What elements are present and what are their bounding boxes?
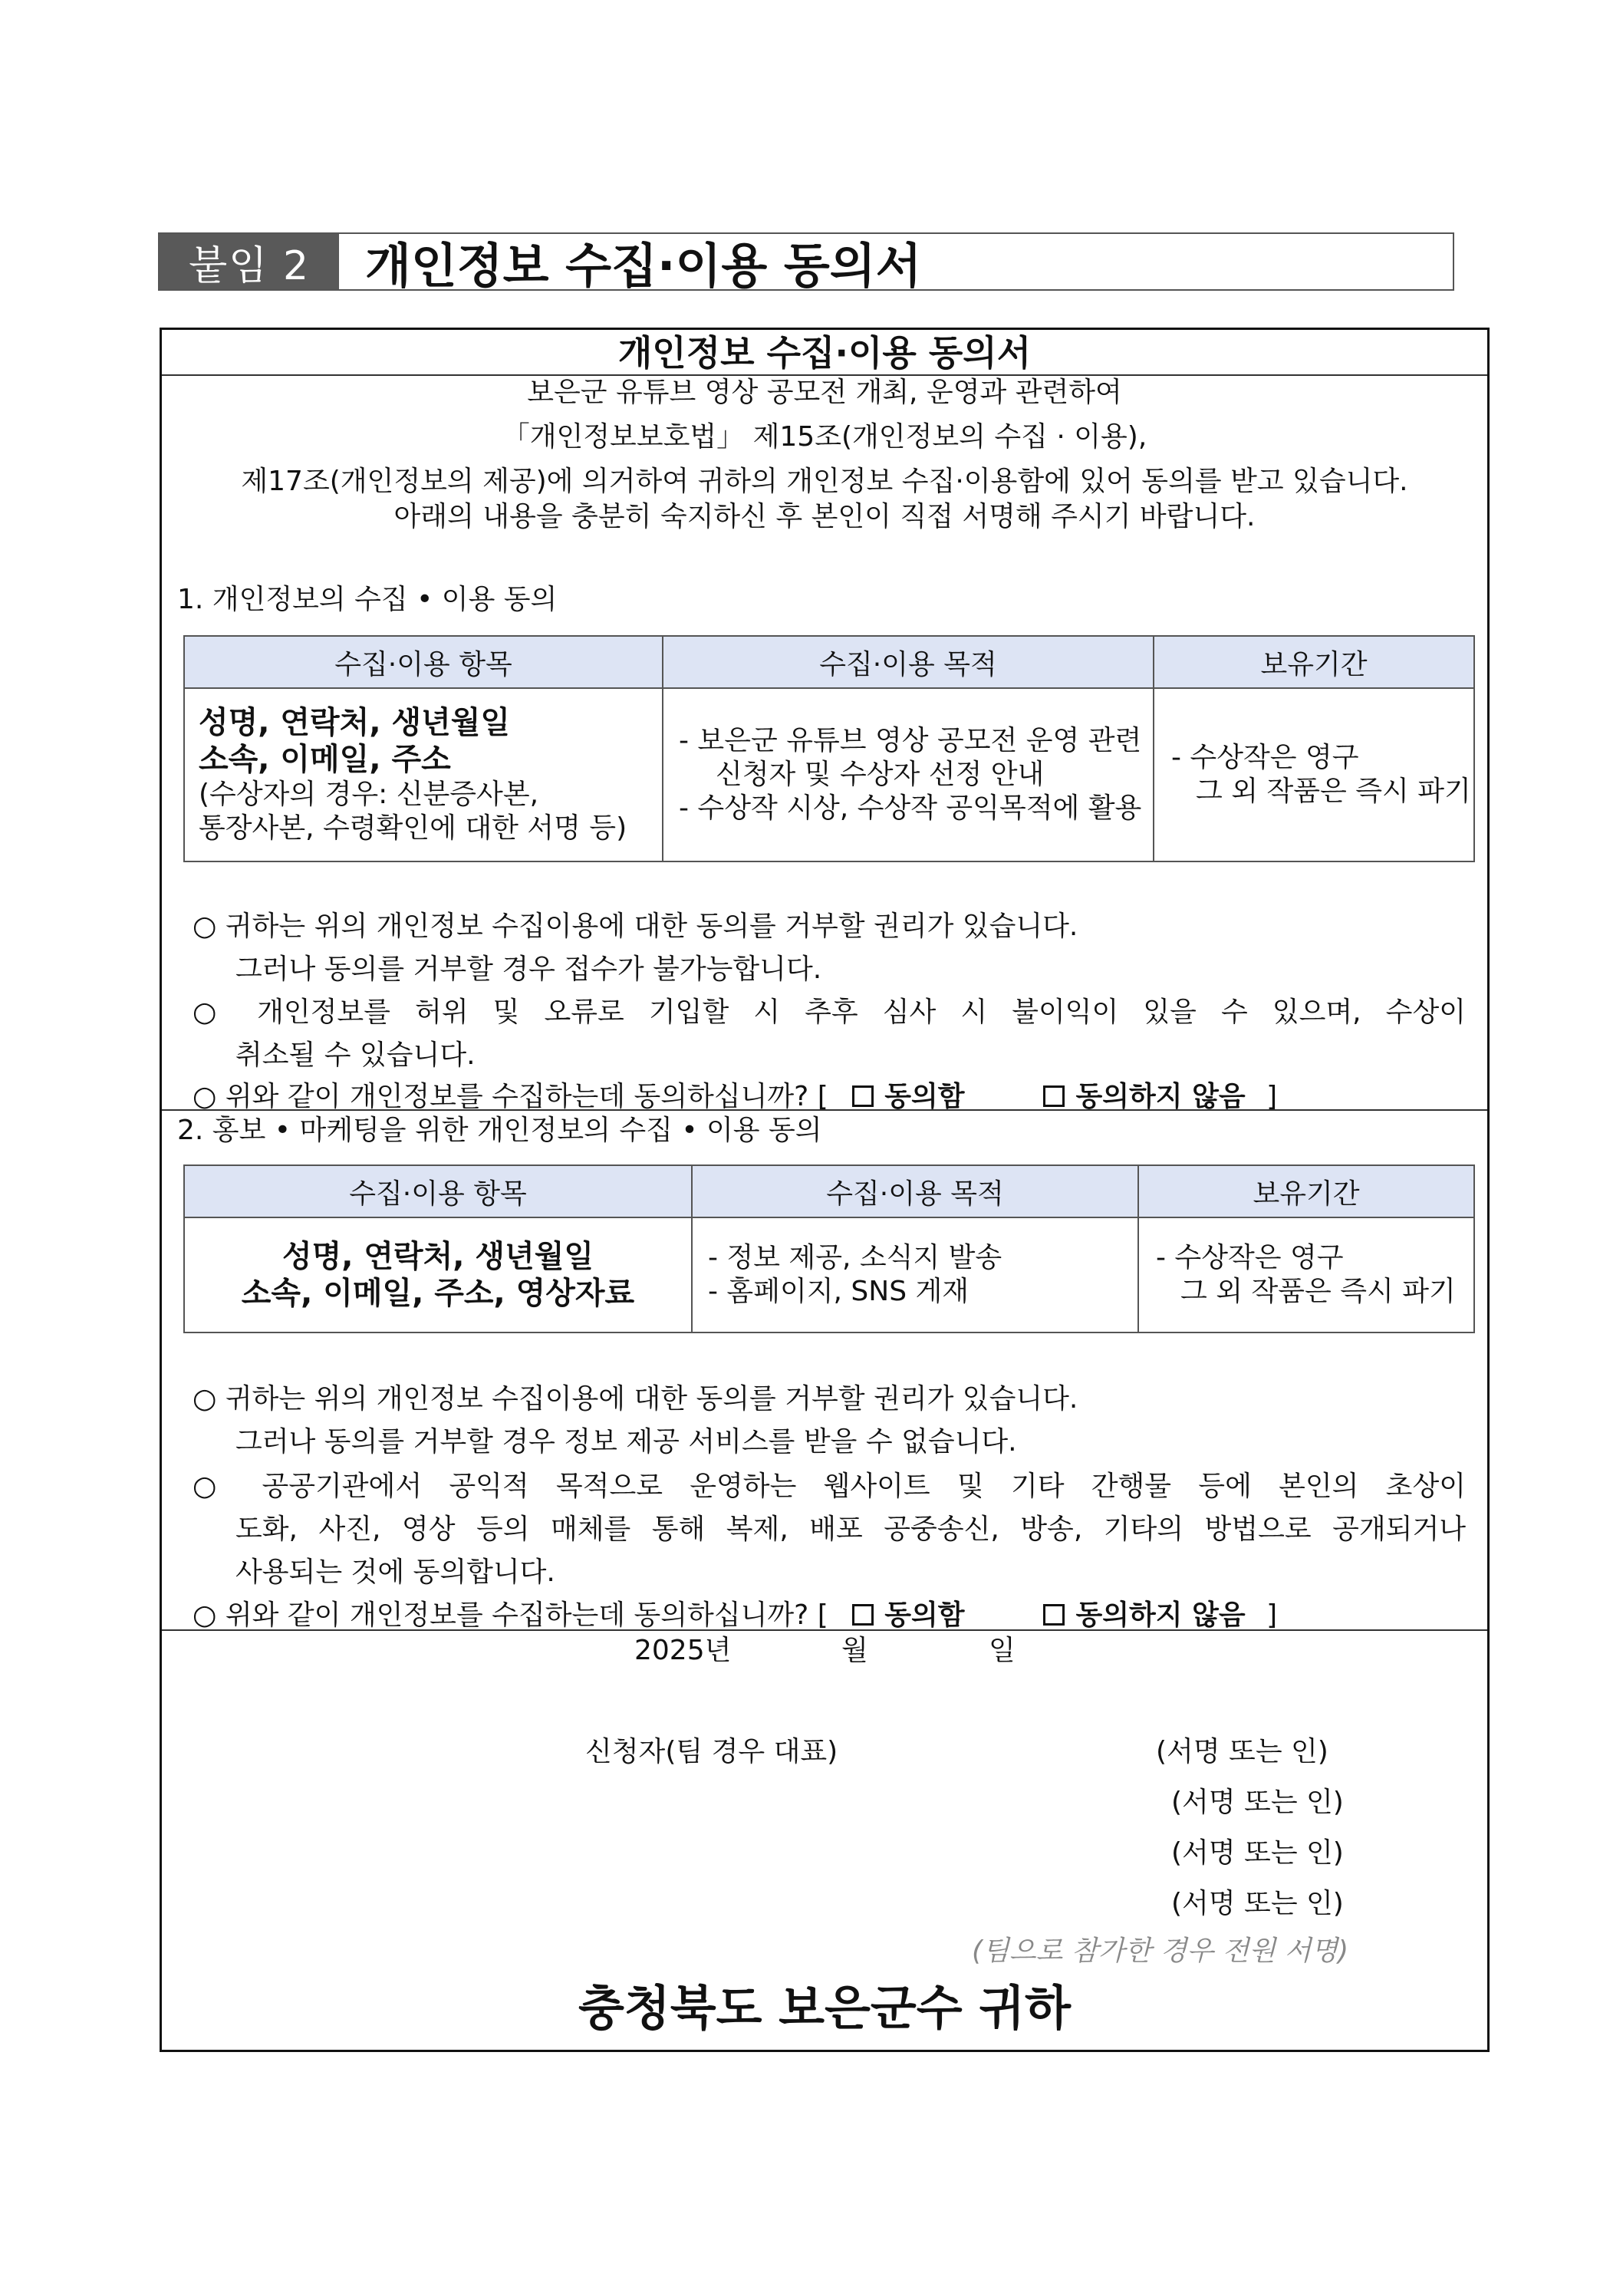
retention-cell: - 수상작은 영구 그 외 작품은 즉시 파기 (1154, 688, 1474, 861)
items-cell: 성명, 연락처, 생년월일 소속, 이메일, 주소 (수상자의 경우: 신분증사본, 통장사본, 수령확인에 대한 서명 등) (184, 688, 663, 861)
table-header-row (184, 636, 1474, 688)
items-cell: 성명, 연락처, 생년월일 소속, 이메일, 주소, 영상자료 (184, 1217, 692, 1332)
agree-label: 동의함 (884, 1081, 965, 1112)
table-header-row (184, 1165, 1474, 1217)
attachment-label: 붙임 2 (160, 234, 339, 289)
table-row (184, 688, 1474, 861)
section1-table (183, 635, 1475, 862)
retention-cell: - 수상작은 영구 그 외 작품은 즉시 파기 (1138, 1217, 1474, 1332)
section2-heading: 2. 홍보 • 마케팅을 위한 개인정보의 수집 • 이용 동의 (177, 1115, 822, 1146)
disagree-label: 동의하지 않음 (1075, 1081, 1246, 1112)
col-items: 수집·이용 항목 (184, 636, 663, 688)
date-year: 2025년 (634, 1635, 732, 1666)
signature-line[interactable]: (서명 또는 인) (1171, 1837, 1344, 1869)
date-month: 월 (841, 1635, 868, 1666)
attachment-banner (158, 232, 1454, 294)
applicant-label: 신청자(팀 경우 대표) (585, 1736, 838, 1767)
signature-line[interactable]: (서명 또는 인) (1171, 1787, 1344, 1818)
consent-form: 개인정보 수집·이용 동의서 보은군 유튜브 영상 공모전 개최, 운영과 관련하여 「개인정보보호법」 제15조(개인정보의 수집 · 이용), 제17조(개인정보의 제공)에 의거하여 귀하의 개인정보 수집·이용함에 있어 동의를 받고 있습니다. 아래의 내용을 충분히 숙지하신 후 본인이 직접 서명해 주시기 바랍니다. 1. 개인정보의 수집 • 이용 동의 수집·이용 항목 수집·이용 목적 보유기간 성명, 연락처, 생년월일 소속, 이메일, 주소 (수상자의 경우: 신분증사본, 통장사본, 수령확인에 대한 서명 등) - 보은군 유튜브 영상 공모전 운영 관련 신청자 및 수상자 선정 안내 - 수상작 시상, 수상작 공익목적에 활용 - 수상작은 영구 그 외 작품은 즉시 파기 ○ 귀하는 위의 개인정보 수집이용에 대한 동의를 거부할 권리가 있습니다. 그러나 동의를 거부할 경우 접수가 불가능합니다. ○ 개인정보를 허위 및 오류로 기입할 시 추후 심사 시 불이익이 있을 수 있으며, 수상이 취소될 수 있습니다. ○ 위와 같이 개인정보를 수집하는데 동의하십니까? [ 동의함 동의하지 않음 ] 2. 홍보 • 마케팅을 위한 개인정보의 수집 • 이용 동의 수집·이용 항목 수집·이용 목적 보유기간 성명, 연락처, 생년월일 소속, 이메일, 주소, 영상자료 - 정보 제공, 소식지 발송 - 홈페이지, SNS 게재 - 수상작은 영구 그 외 작품은 즉시 파기 ○ 귀하는 위의 개인정보 수집이용에 대한 동의를 거부할 권리가 있습니다. 그러나 동의를 거부할 경우 정보 제공 서비스를 받을 수 없습니다. ○ 공공기관에서 공익적 목적으로 운영하는 웹사이트 및 기타 간행물 등에 본인의 초상이 도화, 사진, 영상 등의 매체를 통해 복제, 배포 공중송신, 방송, 기타의 방법으로 공개되거나 사용되는 것에 동의합니다. ○ 위와 같이 개인정보를 수집하는데 동의하십니까? [ 동의함 동의하지 않음 ] 2025년 월 일 신청자(팀 경우 대표) (서명 또는 인) (서명 또는 인) (서명 또는 인) (서명 또는 인) (팀으로 참가한 경우 전원 서명) 충청북도 보은군수 귀하 (160, 328, 1490, 2052)
section2-table (183, 1164, 1475, 1333)
section-divider (162, 1109, 1487, 1111)
disagree-checkbox[interactable] (1043, 1604, 1065, 1626)
disagree-checkbox[interactable] (1043, 1085, 1065, 1107)
col-retention: 보유기간 (1138, 1165, 1474, 1217)
agree-checkbox[interactable] (852, 1085, 874, 1107)
col-purpose: 수집·이용 목적 (663, 636, 1154, 688)
banner-title: 개인정보 수집·이용 동의서 (365, 237, 922, 294)
disagree-label: 동의하지 않음 (1075, 1599, 1246, 1631)
form-title: 개인정보 수집·이용 동의서 (617, 332, 1032, 374)
col-purpose: 수집·이용 목적 (692, 1165, 1138, 1217)
agree-label: 동의함 (884, 1599, 965, 1631)
recipient: 충청북도 보은군수 귀하 (578, 1980, 1072, 2036)
col-items: 수집·이용 항목 (184, 1165, 692, 1217)
signature-line[interactable]: (서명 또는 인) (1171, 1888, 1344, 1919)
table-row (184, 1217, 1474, 1332)
section1-question: ○ 위와 같이 개인정보를 수집하는데 동의하십니까? [ 동의함 동의하지 않음 ] (193, 1081, 1278, 1112)
signature-line[interactable]: (서명 또는 인) (1156, 1736, 1328, 1767)
agree-checkbox[interactable] (852, 1604, 874, 1626)
date-day: 일 (989, 1635, 1016, 1666)
purpose-cell: - 보은군 유튜브 영상 공모전 운영 관련 신청자 및 수상자 선정 안내 - 수상작 시상, 수상작 공익목적에 활용 (663, 688, 1154, 861)
col-retention: 보유기간 (1154, 636, 1474, 688)
section1-heading: 1. 개인정보의 수집 • 이용 동의 (177, 584, 558, 615)
section2-question: ○ 위와 같이 개인정보를 수집하는데 동의하십니까? [ 동의함 동의하지 않음 ] (193, 1599, 1278, 1631)
purpose-cell: - 정보 제공, 소식지 발송 - 홈페이지, SNS 게재 (692, 1217, 1138, 1332)
team-note: (팀으로 참가한 경우 전원 서명) (972, 1935, 1349, 1967)
section-divider (162, 1629, 1487, 1631)
